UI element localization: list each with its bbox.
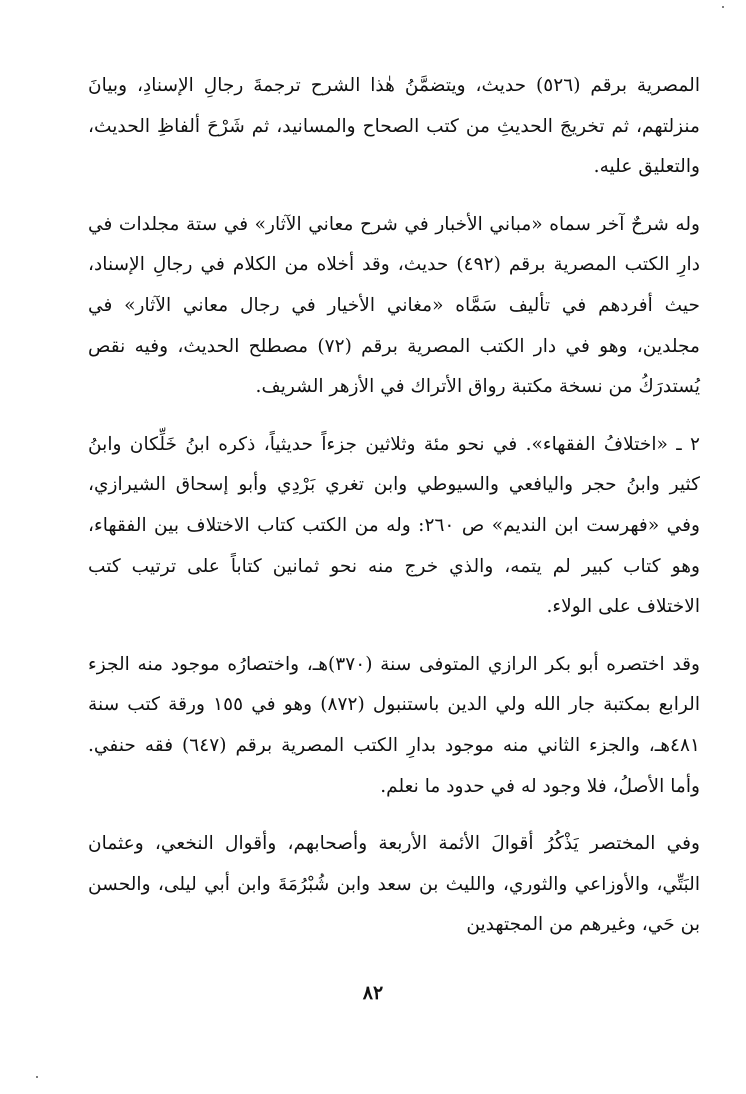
paragraph-mukhtasar: وفي المختصر يَذْكُرُ أقوالَ الأئمة الأربعة وأصحابهم، وأقوال النخعي، وعثمان البَتِّي، والأوزاعي والثوري، والليث بن سعد وابن شُبْرُمَةَ وابن أبي ليلى، والحسن بن حَي، وغيرهم من المجتهدين xyxy=(88,833,700,936)
paragraph-commentary-intro: المصرية برقم (٥٢٦) حديث، ويتضمَّنُ هٰذا الشرح ترجمةَ رجالِ الإسنادِ، وبيانَ منزلتهم، ثم تخريجَ الحديثِ من كتب الصحاح والمسانيد، ثم شَرْحَ ألفاظِ الحديث، والتعليق عليه. xyxy=(88,75,700,178)
paragraph-ikhtilaf-al-fuqaha: ٢ ـ «اختلافُ الفقهاء». في نحو مئة وثلاثين جزءاً حديثياً، ذكره ابنُ خَلِّكان وابنُ كثير وابنُ حجر واليافعي والسيوطي وابن تغري بَرْدِي وأبو إسحاق الشيرازي، وفي «فهرست ابن النديم» ص ٢٦٠: وله من الكتب كتاب الاختلاف بين الفقهاء، وهو كتاب كبير لم يتمه، والذي خرج منه نحو ثمانين كتاباً على ترتيب كتب الاختلاف على الولاء. xyxy=(88,433,700,618)
paragraph-abridgement: وقد اختصره أبو بكر الرازي المتوفى سنة (٣٧٠)هـ، واختصارُه موجود منه الجزء الرابع بمكتبة جار الله ولي الدين باستنبول (٨٧٢) وهو في ١٥٥ ورقة كتب سنة ٤٨١هـ، والجزء الثاني منه موجود بدارِ الكتب المصرية برقم (٦٤٧) فقه حنفي. وأما الأصلُ، فلا وجود له في حدود ما نعلم. xyxy=(88,653,701,797)
scan-speck xyxy=(36,1076,38,1078)
paragraph-mabani-al-akhbar: وله شرحٌ آخر سماه «مباني الأخبار في شرح معاني الآثار» في ستة مجلدات في دارِ الكتب المصرية برقم (٤٩٢) حديث، وقد أخلاه من الكلام في رجالِ الإسناد، حيث أفردهم في تأليف سَمَّاه «مغاني الأخيار في رجال معاني الآثار» في مجلدين، وهو في دار الكتب المصرية برقم (٧٢) مصطلح الحديث، وفيه نقص يُستدرَكُ من نسخة مكتبة رواق الأتراك في الأزهر الشريف. xyxy=(88,213,700,398)
body-text xyxy=(88,66,700,946)
scan-speck xyxy=(722,6,724,8)
page-number: ٨٢ xyxy=(362,982,384,1004)
